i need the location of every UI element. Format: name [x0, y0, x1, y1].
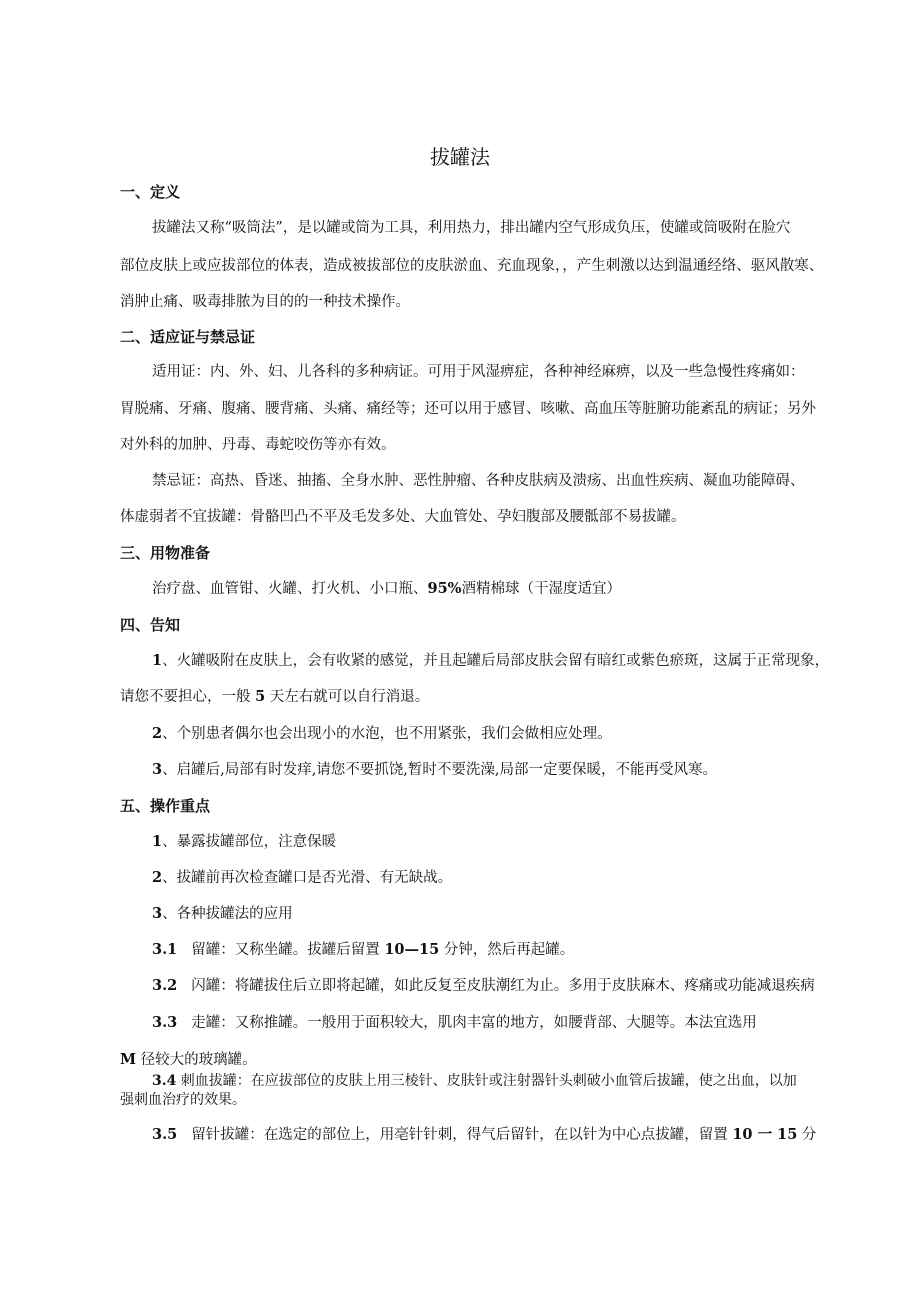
paragraph-line: 部位皮肤上或应拔部位的体表，造成被拔部位的皮肤淤血、充血现象，，产生刺激以达到温通经络、驱风散寒、 — [120, 258, 824, 274]
paragraph-line: 适用证：内、外、妇、儿各科的多种病证。可用于风湿痹症，各种神经麻痹，以及一些急慢性疼痛如： — [152, 364, 805, 380]
subitem-text-end: 分 — [797, 1127, 817, 1143]
subitem-number: 3.1 — [152, 941, 178, 958]
supplies-text-end: 酒精棉球（干湿度适宜） — [461, 581, 621, 597]
item-text: 、拔罐前再次检查罐口是否光滑、有无缺战。 — [162, 870, 453, 886]
paragraph-line: 拔罐法又称“吸筒法”，是以罐或筒为工具，利用热力，排出罐内空气形成负压，使罐或筒吸附在脸穴 — [152, 220, 791, 236]
item-text: 、各种拔罐法的应用 — [162, 906, 293, 922]
section-heading-operation: 五、操作重点 — [120, 797, 211, 815]
item-text-end: 天左右就可以自行消退。 — [265, 689, 430, 705]
operation-subitem-3-5 — [152, 1125, 816, 1145]
operation-subitem-3-1 — [152, 940, 574, 960]
item-text: 、火罐吸附在皮肤上，会有收紧的感觉，并且起罐后局部皮肤会留有暗红或紫色瘀斑，这属于正常现象， — [162, 653, 830, 669]
item-text: 、个别患者偶尔也会出现小的水泡，也不用紧张，我们会做相应处理。 — [162, 726, 612, 742]
notice-item-1-cont — [120, 687, 429, 707]
item-number: 1 — [152, 652, 163, 669]
operation-item-1 — [152, 832, 336, 852]
subitem-number: 3.3 — [152, 1014, 178, 1031]
document-title: 拔罐法 — [430, 145, 490, 169]
subitem-text: 径较大的玻璃罐。 — [136, 1052, 257, 1068]
operation-item-3 — [152, 904, 293, 924]
operation-subitem-3-4-cont: 强刺血治疗的效果。 — [120, 1092, 246, 1108]
item-number: 3 — [152, 905, 163, 922]
subitem-number: 3.5 — [152, 1126, 178, 1143]
duration-range: 10—15 — [384, 941, 440, 958]
subitem-text: 刺血拔罐：在应拔部位的皮肤上用三棱针、皮肤针或注射器针头刺破小血管后拔罐，使之出血，以加 — [176, 1073, 797, 1089]
operation-subitem-3-3-cont — [120, 1050, 257, 1070]
item-number: 2 — [152, 869, 163, 886]
item-text: 、启罐后,局部有时发痒,请您不要抓饶,暂时不要洗澡,局部一定要保暖，不能再受风寒。 — [162, 762, 718, 778]
paragraph-line: 体虚弱者不宜拔罐：骨骼凹凸不平及毛发多处、大血管处、孕妇腹部及腰骶部不易拔罐。 — [120, 509, 686, 525]
item-text: 请您不要担心，一般 — [120, 689, 256, 705]
paragraph-line: 禁忌证：高热、昏迷、抽搐、全身水肿、恶性肿瘤、各种皮肤病及溃疡、出血性疾病、凝血功能障碍、 — [152, 473, 805, 489]
subitem-text: 走罐：又称推罐。一般用于面积较大，肌肉丰富的地方，如腰背部、大腿等。本法宜选用 — [191, 1015, 757, 1031]
section-heading-definition: 一、定义 — [120, 183, 181, 201]
alcohol-percentage: 95% — [427, 580, 462, 597]
supplies-text: 治疗盘、血管钳、火罐、打火机、小口瓶、 — [152, 581, 428, 597]
paragraph-line: 胃脱痛、牙痛、腹痛、腰背痛、头痛、痛经等；还可以用于感冒、咳嗽、高血压等脏腑功能紊乱的病证；另外 — [120, 401, 816, 417]
subitem-text: 留针拔罐：在选定的部位上，用亳针针刺，得气后留针，在以针为中心点拔罐，留置 — [191, 1127, 733, 1143]
paragraph-line: 对外科的加肿、丹毒、毒蛇咬伤等亦有效。 — [120, 437, 396, 453]
notice-item-3 — [152, 760, 717, 780]
item-number: 2 — [152, 725, 163, 742]
notice-item-2 — [152, 724, 612, 744]
section-heading-indications: 二、适应证与禁忌证 — [120, 328, 256, 346]
paragraph-line: 消肿止痛、吸毒排脓为目的的一种技术操作。 — [120, 294, 410, 310]
operation-subitem-3-4 — [152, 1071, 797, 1091]
supplies-line — [152, 579, 621, 599]
section-heading-supplies: 三、用物准备 — [120, 544, 211, 562]
subitem-text: 留罐：又称坐罐。拔罐后留置 — [191, 942, 385, 958]
days-number: 5 — [255, 688, 266, 705]
subitem-number: 3.4 — [152, 1073, 177, 1089]
item-text: 、暴露拔罐部位，注意保暖 — [162, 834, 337, 850]
section-heading-notice: 四、告知 — [120, 616, 181, 634]
item-number: 1 — [152, 833, 163, 850]
subitem-text: 闪罐：将罐拔住后立即将起罐，如此反复至皮肤潮红为止。多用于皮肤麻木、疼痛或功能减退疾病 — [191, 978, 815, 994]
item-number: 3 — [152, 761, 163, 778]
subitem-number: 3.2 — [152, 977, 178, 994]
duration-range: 10 一 15 — [732, 1126, 798, 1143]
operation-item-2 — [152, 868, 452, 888]
letter-m: M — [120, 1051, 137, 1068]
operation-subitem-3-2 — [152, 976, 815, 996]
subitem-text-end: 分钟，然后再起罐。 — [439, 942, 575, 958]
notice-item-1 — [152, 651, 829, 671]
operation-subitem-3-3 — [152, 1013, 757, 1033]
